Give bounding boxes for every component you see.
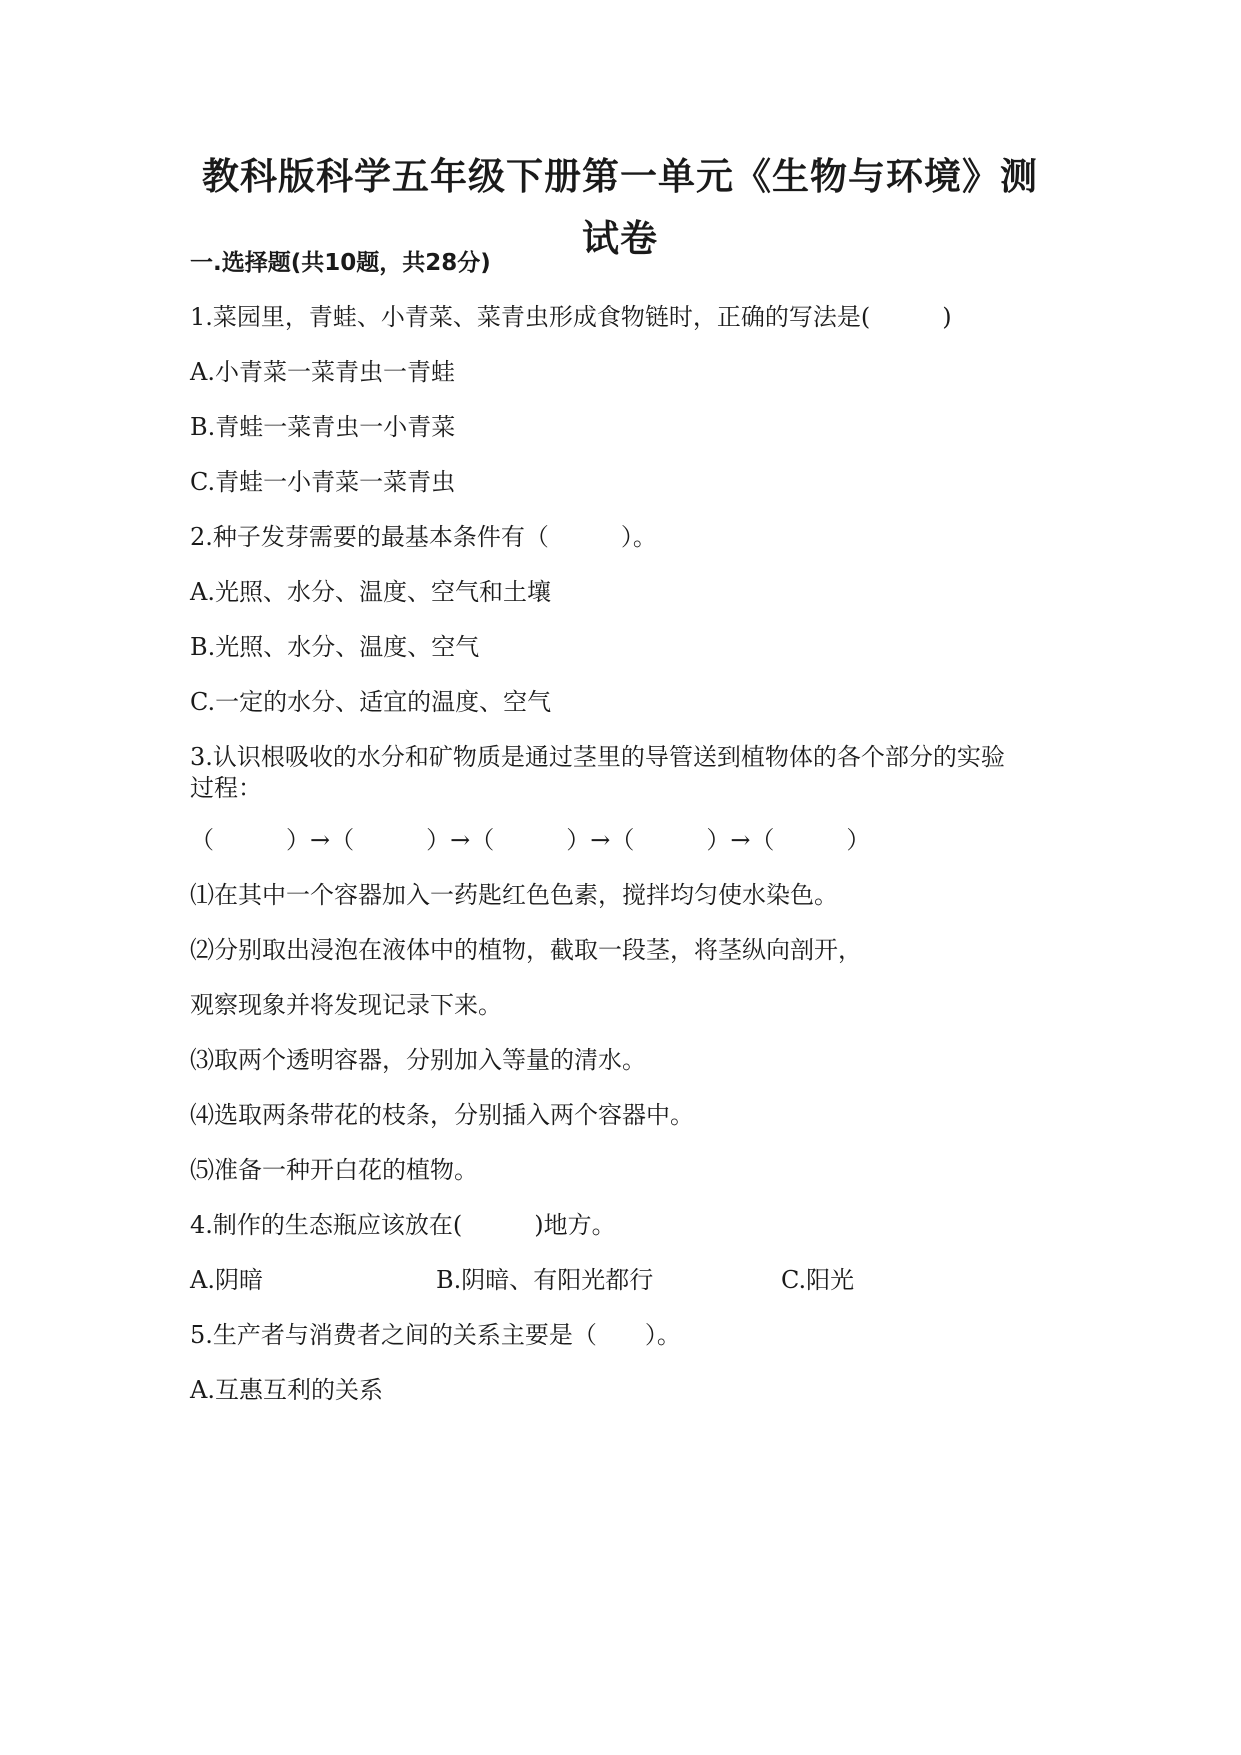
question-1-option-b: B.青蛙一菜青虫一小青菜 [190,413,456,441]
question-4-stem: 4.制作的生态瓶应该放在( )地方。 [190,1211,616,1239]
question-1-stem: 1.菜园里，青蛙、小青菜、菜青虫形成食物链时，正确的写法是( ) [190,303,952,331]
question-2-option-c: C.一定的水分、适宜的温度、空气 [190,688,552,716]
question-3-step-2-continued: 观察现象并将发现记录下来。 [190,991,502,1019]
question-4-option-a: A.阴暗 [190,1266,263,1294]
question-2-option-b: B.光照、水分、温度、空气 [190,633,480,661]
question-2-option-a: A.光照、水分、温度、空气和土壤 [190,578,551,606]
question-1-option-a: A.小青菜一菜青虫一青蛙 [190,358,455,386]
question-2-stem: 2.种子发芽需要的最基本条件有（ ）。 [190,523,657,551]
question-3-stem-line1: 3.认识根吸收的水分和矿物质是通过茎里的导管送到植物体的各个部分的实验 [190,743,1005,771]
question-1-option-c: C.青蛙一小青菜一菜青虫 [190,468,456,496]
question-3-step-3: ⑶取两个透明容器，分别加入等量的清水。 [190,1046,646,1074]
question-3-sequence-blanks: （ ）→（ ）→（ ）→（ ）→（ ） [190,826,871,854]
question-5-option-a: A.互惠互利的关系 [190,1376,383,1404]
question-3-stem-line2: 过程： [190,774,262,802]
question-3-step-4: ⑷选取两条带花的枝条，分别插入两个容器中。 [190,1101,694,1129]
section-heading: 一.选择题(共10题，共28分) [190,250,491,276]
page-title: 教科版科学五年级下册第一单元《生物与环境》测试卷 [202,155,1038,260]
question-5-stem: 5.生产者与消费者之间的关系主要是（ ）。 [190,1321,681,1349]
question-4-options [190,1264,1090,1296]
question-3-step-2: ⑵分别取出浸泡在液体中的植物，截取一段茎，将茎纵向剖开， [190,936,862,964]
question-4-option-b: B.阴暗、有阳光都行 [436,1266,654,1294]
question-3-step-5: ⑸准备一种开白花的植物。 [190,1156,478,1184]
question-3-step-1: ⑴在其中一个容器加入一药匙红色色素，搅拌均匀使水染色。 [190,881,838,909]
question-4-option-c: C.阳光 [781,1266,855,1294]
